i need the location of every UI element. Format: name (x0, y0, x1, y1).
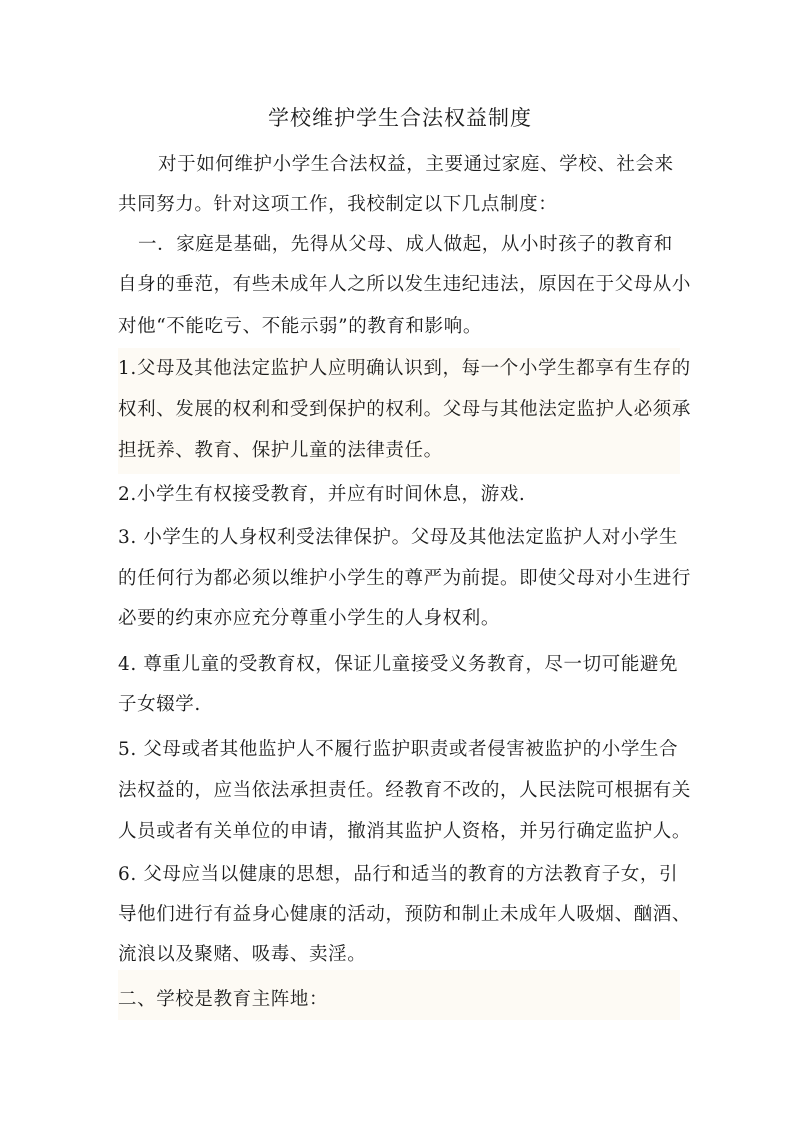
list-item-line: 流浪以及聚赌、吸毒、卖淫。 (118, 944, 367, 965)
list-item: 6. 父母应当以健康的思想，品行和适当的教育的方法教育子女，引 (118, 864, 679, 885)
document-title: 学校维护学生合法权益制度 (268, 106, 532, 130)
list-item-line: 必要的约束亦应充分尊重小学生的人身权利。 (118, 608, 501, 629)
list-item-line: 的任何行为都必须以维护小学生的尊严为前提。即使父母对小生进行 (118, 568, 692, 589)
list-item: 1.父母及其他法定监护人应明确认识到，每一个小学生都享有生存的 (118, 358, 691, 379)
section-line: 对他“不能吃亏、不能示弱”的教育和影响。 (118, 316, 482, 337)
section-heading: 一．家庭是基础，先得从父母、成人做起，从小时孩子的教育和 (138, 234, 673, 255)
list-item: 3. 小学生的人身权利受法律保护。父母及其他法定监护人对小学生 (118, 527, 679, 548)
intro-line: 对于如何维护小学生合法权益，主要通过家庭、学校、社会来 (158, 154, 674, 175)
list-item: 2.小学生有权接受教育，并应有时间休息，游戏. (118, 484, 526, 505)
list-item: 4. 尊重儿童的受教育权，保证儿童接受义务教育，尽一切可能避免 (118, 654, 679, 675)
section-line: 自身的垂范，有些未成年人之所以发生违纪违法，原因在于父母从小 (118, 274, 692, 295)
list-item-line: 子女辍学. (118, 694, 201, 715)
intro-line: 共同努力。针对这项工作，我校制定以下几点制度： (118, 194, 558, 215)
list-item-line: 导他们进行有益身心健康的活动，预防和制止未成年人吸烟、酗酒、 (118, 904, 692, 925)
list-item-line: 法权益的，应当依法承担责任。经教育不改的，人民法院可根据有关 (118, 780, 692, 801)
list-item-line: 担抚养、教育、保护儿童的法律责任。 (118, 440, 443, 461)
list-item: 5. 父母或者其他监护人不履行监护职责或者侵害被监护的小学生合 (118, 739, 679, 760)
list-item-line: 人员或者有关单位的申请，撤消其监护人资格，并另行确定监护人。 (118, 821, 692, 842)
section-heading: 二、学校是教育主阵地： (118, 989, 329, 1010)
list-item-line: 权利、发展的权利和受到保护的权利。父母与其他法定监护人必须承 (118, 399, 692, 420)
